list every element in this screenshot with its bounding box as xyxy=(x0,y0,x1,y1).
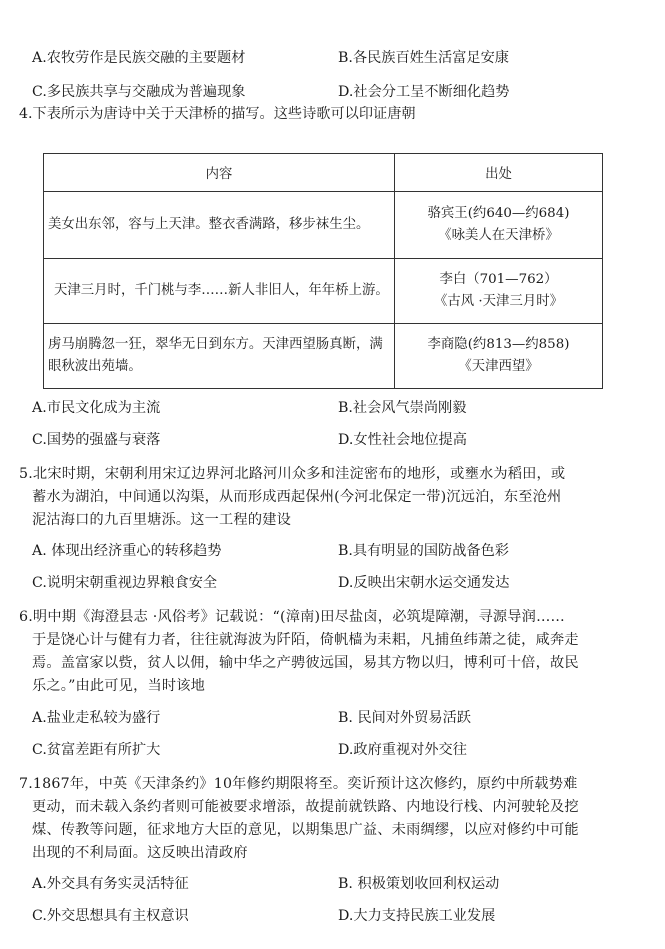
poem-content: 美女出东邻，容与上天津。整衣香满路，移步袜生尘。 xyxy=(44,192,395,259)
header-content: 内容 xyxy=(44,154,395,192)
table-header-row xyxy=(44,154,603,192)
q5-option-c: C.说明宋朝重视边界粮食安全 xyxy=(32,575,218,591)
q7-option-b: B. 积极策划收回利权运动 xyxy=(338,876,500,892)
header-source: 出处 xyxy=(395,154,603,192)
table-row xyxy=(44,324,603,389)
poem-title: 《古风 ·天津三月时》 xyxy=(433,294,564,309)
q6-line-4: 乐之。”由此可见，当时该地 xyxy=(32,678,206,694)
q4-stem: 4.下表所示为唐诗中关于天津桥的描写。这些诗歌可以印证唐朝 xyxy=(19,106,416,122)
poem-author: 李商隐(约813—约858) xyxy=(427,337,570,352)
q6-line-2: 于是饶心计与健有力者，往往就海波为阡陌，倚帆樯为耒耜，凡捕鱼纬萧之徒，咸奔走 xyxy=(32,632,579,648)
q5-line-3: 泥沽海口的九百里塘泺。这一工程的建设 xyxy=(32,512,291,528)
poem-author: 骆宾王(约640—约684) xyxy=(427,206,570,221)
q7-line-4: 出现的不利局面。这反映出清政府 xyxy=(32,845,248,861)
q7-line-1: 7.1867年，中英《天津条约》10年修约期限将至。奕䜣预计这次修约，原约中所载势难 xyxy=(19,776,578,792)
table-row xyxy=(44,259,603,324)
q6-line-1: 6.明中期《海澄县志 ·风俗考》记载说：“(漳南)田尽盐卤，必筑堤障潮，寻源导润…… xyxy=(19,609,565,625)
q5-option-d: D.反映出宋朝水运交通发达 xyxy=(338,575,510,591)
q6-option-b: B. 民间对外贸易活跃 xyxy=(338,710,471,726)
q6-option-a: A.盐业走私较为盛行 xyxy=(32,710,161,726)
poem-content: 虏马崩腾忽一狂，翠华无日到东方。天津西望肠真断，满眼秋波出苑墙。 xyxy=(44,324,395,389)
q3-option-c: C.多民族共享与交融成为普遍现象 xyxy=(32,84,246,100)
q6-option-d: D.政府重视对外交往 xyxy=(338,742,467,758)
q4-option-a: A.市民文化成为主流 xyxy=(32,400,161,416)
q7-option-d: D.大力支持民族工业发展 xyxy=(338,908,496,924)
q4-option-b: B.社会风气崇尚刚毅 xyxy=(338,400,467,416)
poem-source xyxy=(395,324,603,389)
q5-option-b: B.具有明显的国防战备色彩 xyxy=(338,543,509,559)
q7-option-c: C.外交思想具有主权意识 xyxy=(32,908,189,924)
poem-title: 《天津西望》 xyxy=(458,359,539,374)
poem-source xyxy=(395,259,603,324)
q4-option-c: C.国势的强盛与衰落 xyxy=(32,432,161,448)
q7-line-2: 更动，而未载入条约者则可能被要求增添，故提前就铁路、内地设行栈、内河驶轮及挖 xyxy=(32,799,579,815)
poem-source xyxy=(395,192,603,259)
poem-title: 《咏美人在天津桥》 xyxy=(438,228,559,243)
q5-line-1: 5.北宋时期，宋朝利用宋辽边界河北路河川众多和洼淀密布的地形，或壅水为稻田，或 xyxy=(19,466,566,482)
table-row xyxy=(44,192,603,259)
q5-option-a: A. 体现出经济重心的转移趋势 xyxy=(32,543,222,559)
q7-line-3: 煤、传教等问题，征求地方大臣的意见，以期集思广益、未雨绸缪，以应对修约中可能 xyxy=(32,822,579,838)
q6-line-3: 焉。盖富家以赀，贫人以佣，输中华之产骋彼远国，易其方物以归，博利可十倍，故民 xyxy=(32,655,579,671)
q6-option-c: C.贫富差距有所扩大 xyxy=(32,742,161,758)
q5-line-2: 蓄水为湖泊，中间通以沟渠，从而形成西起保州(今河北保定一带)沉远泊，东至沧州 xyxy=(32,489,562,505)
poem-content: 天津三月时，千门桃与李……新人非旧人，年年桥上游。 xyxy=(44,259,395,324)
poem-table xyxy=(43,153,603,389)
poem-author: 李白（701—762） xyxy=(439,272,558,287)
q3-option-b: B.各民族百姓生活富足安康 xyxy=(338,50,509,66)
q3-option-a: A.农牧劳作是民族交融的主要题材 xyxy=(32,50,246,66)
q7-option-a: A.外交具有务实灵活特征 xyxy=(32,876,189,892)
q3-option-d: D.社会分工呈不断细化趋势 xyxy=(338,84,510,100)
q4-option-d: D.女性社会地位提高 xyxy=(338,432,467,448)
